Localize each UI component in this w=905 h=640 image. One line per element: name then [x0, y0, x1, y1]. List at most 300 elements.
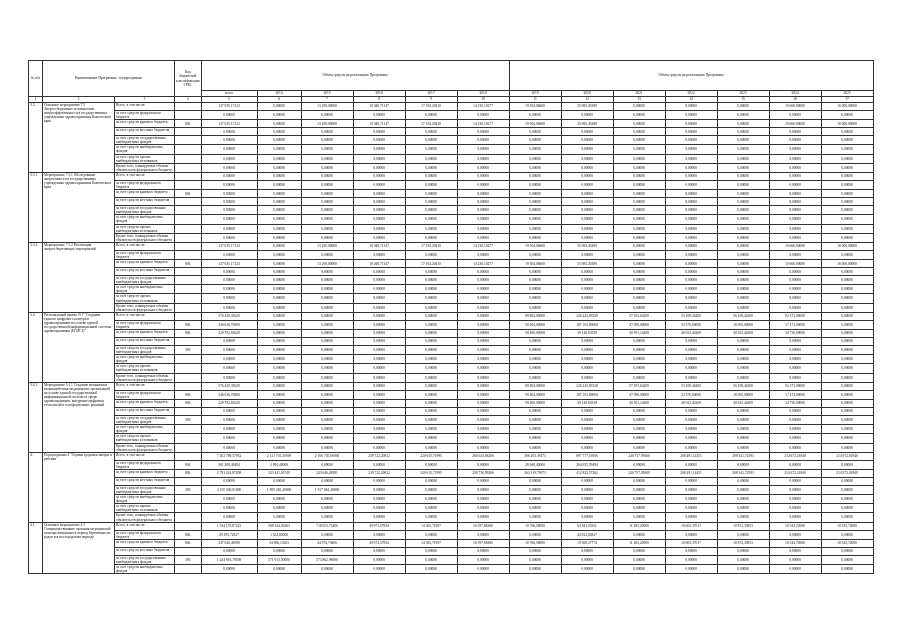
- amount-cell: 0,00000: [257, 443, 301, 452]
- amount-cell: 0,00000: [717, 443, 769, 452]
- amount-cell: 220 615,71995: [405, 452, 457, 460]
- amount-cell: 187 103,00000: [561, 390, 613, 399]
- amount-cell: 0,00000: [665, 460, 717, 469]
- amount-cell: 0,00000: [665, 250, 717, 259]
- amount-cell: 0,00000: [301, 190, 353, 198]
- amount-cell: 0,00000: [821, 407, 873, 415]
- amount-cell: 0,00000: [561, 364, 613, 373]
- grbs-code: [175, 285, 202, 294]
- amount-cell: 0,00000: [561, 555, 613, 564]
- amount-cell: 0,00000: [509, 547, 561, 555]
- amount-cell: 0,00000: [201, 495, 257, 504]
- amount-cell: 0,00000: [353, 425, 405, 434]
- amount-cell: 0,00000: [257, 215, 301, 224]
- amount-cell: 0,00000: [509, 276, 561, 285]
- amount-cell: 0,00000: [457, 303, 509, 312]
- amount-cell: 10 040,71147: [353, 120, 405, 128]
- amount-cell: 0,00000: [509, 485, 561, 494]
- amount-cell: 0,00000: [717, 128, 769, 136]
- table-row: [29, 320, 874, 329]
- amount-cell: 0,00000: [613, 260, 665, 268]
- amount-cell: 0,00000: [665, 198, 717, 206]
- amount-cell: 0,00000: [257, 242, 301, 250]
- amount-cell: 0,00000: [769, 495, 821, 504]
- amount-cell: 0,00000: [769, 276, 821, 285]
- amount-cell: 40 023,44200: [717, 399, 769, 407]
- amount-cell: 58 400,00000: [509, 330, 561, 338]
- amount-cell: 243 646,28381: [301, 469, 353, 477]
- amount-cell: 1 524,80000: [257, 530, 301, 539]
- amount-cell: 0,00000: [457, 355, 509, 364]
- column-number: 9: [405, 97, 457, 103]
- amount-cell: 0,00000: [717, 233, 769, 242]
- amount-cell: 0,00000: [201, 407, 257, 415]
- amount-cell: 0,00000: [405, 547, 457, 555]
- amount-cell: 0,00000: [613, 145, 665, 154]
- amount-cell: 0,00000: [457, 504, 509, 513]
- amount-cell: 0,00000: [509, 425, 561, 434]
- amount-cell: 0,00000: [201, 565, 257, 574]
- amount-cell: 229 792,65629: [201, 330, 257, 338]
- amount-cell: 0,00000: [301, 355, 353, 364]
- amount-cell: 0,00000: [457, 330, 509, 338]
- amount-cell: 0,00000: [509, 513, 561, 522]
- amount-cell: 0,00000: [301, 145, 353, 154]
- amount-cell: 0,00000: [509, 434, 561, 443]
- grbs-code: 804: [175, 320, 202, 329]
- amount-cell: 0,00000: [353, 485, 405, 494]
- amount-cell: 0,00000: [457, 128, 509, 136]
- amount-cell: 0,00000: [613, 215, 665, 224]
- amount-cell: 10 040,71147: [353, 242, 405, 250]
- grbs-code: 804: [175, 330, 202, 338]
- amount-cell: 0,00000: [613, 513, 665, 522]
- grbs-code: 395: [175, 346, 202, 355]
- amount-cell: 0,00000: [561, 513, 613, 522]
- amount-cell: 0,00000: [717, 120, 769, 128]
- amount-cell: 0,00000: [353, 399, 405, 407]
- amount-cell: 0,00000: [457, 382, 509, 390]
- amount-cell: 0,00000: [353, 111, 405, 120]
- section-name: Мероприятие 3.4.1 Создание механизмов взаимодействия медицинских организаций на основе единой государственной информационной системы в сфере здравоохранения, внедрение цифровых технологий и платформенных решений: [43, 382, 115, 452]
- amount-cell: 0,00000: [821, 382, 873, 390]
- amount-cell: 0,00000: [201, 206, 257, 215]
- amount-cell: 10 543,72000: [821, 522, 873, 530]
- amount-cell: 0,00000: [353, 136, 405, 145]
- amount-cell: 0,00000: [717, 215, 769, 224]
- amount-cell: 0,00000: [665, 346, 717, 355]
- grbs-code: [175, 154, 202, 163]
- grbs-code: 804: [175, 399, 202, 407]
- amount-cell: 0,00000: [717, 145, 769, 154]
- amount-cell: 0,00000: [457, 477, 509, 485]
- amount-cell: 0,00000: [509, 407, 561, 415]
- amount-cell: 11 283,20000: [613, 522, 665, 530]
- amount-cell: 0,00000: [457, 198, 509, 206]
- amount-cell: 0,00000: [717, 346, 769, 355]
- grbs-code: [175, 443, 202, 452]
- grbs-code: [175, 198, 202, 206]
- amount-cell: 0,00000: [769, 565, 821, 574]
- amount-cell: 0,00000: [457, 425, 509, 434]
- amount-cell: 0,00000: [717, 303, 769, 312]
- amount-cell: 0,00000: [561, 434, 613, 443]
- table-row: [29, 163, 874, 172]
- amount-cell: 306 203,39473: [509, 452, 561, 460]
- funding-source: за счет средств государственных внебюджетных фондов: [115, 206, 175, 215]
- amount-cell: 0,00000: [257, 103, 301, 111]
- amount-cell: 239 722,20812: [353, 452, 405, 460]
- section-number: 4.1.: [29, 522, 43, 574]
- table-row: [29, 522, 874, 530]
- amount-cell: 0,00000: [509, 224, 561, 233]
- column-number: 3: [115, 97, 175, 103]
- amount-cell: 0,00000: [821, 276, 873, 285]
- amount-cell: 0,00000: [509, 163, 561, 172]
- amount-cell: 0,00000: [613, 338, 665, 346]
- amount-cell: 0,00000: [821, 206, 873, 215]
- amount-cell: 0,00000: [561, 294, 613, 303]
- amount-cell: 0,00000: [257, 346, 301, 355]
- amount-cell: 0,00000: [769, 145, 821, 154]
- amount-cell: 0,00000: [257, 250, 301, 259]
- amount-cell: 10 660,00000: [769, 242, 821, 250]
- grbs-code: [175, 513, 202, 522]
- amount-cell: 0,00000: [769, 346, 821, 355]
- table-row: [29, 260, 874, 268]
- amount-cell: 0,00000: [613, 190, 665, 198]
- amount-cell: 0,00000: [821, 285, 873, 294]
- amount-cell: 0,00000: [301, 206, 353, 215]
- amount-cell: 0,00000: [457, 338, 509, 346]
- table-row: [29, 425, 874, 434]
- amount-cell: 0,00000: [405, 338, 457, 346]
- amount-cell: 0,00000: [301, 443, 353, 452]
- grbs-code: [175, 215, 202, 224]
- table-row: [29, 477, 874, 485]
- amount-cell: 0,00000: [613, 485, 665, 494]
- funding-source: за счет средств местных бюджетов: [115, 198, 175, 206]
- column-number: 2: [43, 97, 115, 103]
- amount-cell: 0,00000: [257, 145, 301, 154]
- amount-cell: 0,00000: [665, 434, 717, 443]
- amount-cell: 0,00000: [457, 373, 509, 382]
- amount-cell: 0,00000: [405, 285, 457, 294]
- funding-source: за счет средств федерального бюджета: [115, 530, 175, 539]
- amount-cell: 0,00000: [301, 320, 353, 329]
- amount-cell: 0,00000: [301, 547, 353, 555]
- amount-cell: 1 917 061,48000: [301, 485, 353, 494]
- amount-cell: 0,00000: [457, 495, 509, 504]
- amount-cell: 0,00000: [301, 407, 353, 415]
- funding-source: за счет средств государственных внебюджетных фондов: [115, 415, 175, 424]
- amount-cell: 16 000,00000: [821, 242, 873, 250]
- grbs-code: [175, 103, 202, 111]
- amount-cell: 0,00000: [457, 154, 509, 163]
- year-header: 2017: [405, 91, 457, 97]
- amount-cell: 0,00000: [561, 206, 613, 215]
- amount-cell: 0,00000: [301, 390, 353, 399]
- grbs-code: [175, 373, 202, 382]
- amount-cell: 0,00000: [613, 224, 665, 233]
- amount-cell: 0,00000: [353, 338, 405, 346]
- amount-cell: 259 736,99286: [457, 469, 509, 477]
- table-row: [29, 312, 874, 320]
- amount-cell: 0,00000: [405, 163, 457, 172]
- amount-cell: 0,00000: [353, 495, 405, 504]
- funding-source: за счет средств краевого бюджета: [115, 190, 175, 198]
- amount-cell: 0,00000: [613, 425, 665, 434]
- amount-cell: 0,00000: [509, 285, 561, 294]
- amount-cell: 0,00000: [257, 399, 301, 407]
- amount-cell: 0,00000: [405, 294, 457, 303]
- grbs-code: 804: [175, 120, 202, 128]
- amount-cell: 0,00000: [353, 206, 405, 215]
- amount-cell: 58 404,00000: [509, 390, 561, 399]
- amount-cell: 0,00000: [509, 294, 561, 303]
- funding-source: Всего, в том числе:: [115, 522, 175, 530]
- amount-cell: 0,00000: [457, 312, 509, 320]
- funding-source: за счет средств прочих внебюджетных источников: [115, 224, 175, 233]
- table-row: [29, 364, 874, 373]
- amount-cell: 0,00000: [353, 268, 405, 276]
- amount-cell: 0,00000: [353, 407, 405, 415]
- amount-cell: 0,00000: [717, 103, 769, 111]
- amount-cell: 0,00000: [201, 285, 257, 294]
- amount-cell: 10 543,72000: [769, 539, 821, 547]
- amount-cell: 0,00000: [301, 111, 353, 120]
- amount-cell: 0,00000: [457, 530, 509, 539]
- amount-cell: 23 570,00000: [665, 390, 717, 399]
- amount-cell: 35 983,45389: [561, 242, 613, 250]
- amount-cell: 34 806,13303: [257, 539, 301, 547]
- amount-cell: 0,00000: [457, 346, 509, 355]
- amount-cell: 0,00000: [201, 136, 257, 145]
- amount-cell: 0,00000: [821, 443, 873, 452]
- amount-cell: 0,00000: [353, 233, 405, 242]
- amount-cell: 90 804,00000: [509, 382, 561, 390]
- amount-cell: 0,00000: [665, 190, 717, 198]
- amount-cell: 35 983,45389: [561, 120, 613, 128]
- amount-cell: 92 573,00000: [769, 382, 821, 390]
- amount-cell: 0,00000: [561, 495, 613, 504]
- table-row: [29, 373, 874, 382]
- amount-cell: 0,00000: [457, 190, 509, 198]
- table-row: [29, 242, 874, 250]
- amount-cell: 412 823,57262: [561, 469, 613, 477]
- amount-cell: 10 872,35853: [717, 522, 769, 530]
- amount-cell: 0,00000: [509, 128, 561, 136]
- amount-cell: 0,00000: [257, 180, 301, 189]
- amount-cell: 0,00000: [613, 285, 665, 294]
- funding-source: за счет средств внебюджетных фондов: [115, 285, 175, 294]
- funding-source: за счет средств местных бюджетов: [115, 128, 175, 136]
- table-row: [29, 407, 874, 415]
- budget-table: [28, 60, 874, 574]
- amount-cell: 0,00000: [561, 373, 613, 382]
- amount-cell: 0,00000: [405, 425, 457, 434]
- amount-cell: 10 766,58000: [509, 522, 561, 530]
- amount-cell: 0,00000: [613, 128, 665, 136]
- amount-cell: 239 722,20812: [353, 469, 405, 477]
- table-row: [29, 390, 874, 399]
- amount-cell: 0,00000: [717, 250, 769, 259]
- amount-cell: 0,00000: [257, 425, 301, 434]
- table-row: [29, 452, 874, 460]
- amount-cell: 0,00000: [257, 434, 301, 443]
- amount-cell: 220 615,71995: [405, 469, 457, 477]
- amount-cell: 0,00000: [613, 407, 665, 415]
- amount-cell: 247 646,45090: [201, 539, 257, 547]
- amount-cell: 2 160 705,66930: [301, 452, 353, 460]
- grbs-code: [175, 504, 202, 513]
- amount-cell: 0,00000: [257, 198, 301, 206]
- amount-cell: 0,00000: [665, 485, 717, 494]
- amount-cell: 0,00000: [821, 128, 873, 136]
- amount-cell: 0,00000: [613, 268, 665, 276]
- amount-cell: 0,00000: [717, 495, 769, 504]
- funding-source: за счет средств федерального бюджета: [115, 180, 175, 189]
- amount-cell: 44 032,82827: [561, 530, 613, 539]
- amount-cell: 0,00000: [201, 294, 257, 303]
- amount-cell: 263 319,79073: [509, 469, 561, 477]
- amount-cell: 0,00000: [561, 198, 613, 206]
- amount-cell: 0,00000: [561, 565, 613, 574]
- table-row: [29, 198, 874, 206]
- amount-cell: 0,00000: [665, 224, 717, 233]
- amount-cell: 0,00000: [509, 443, 561, 452]
- amount-cell: 13 290,00000: [301, 260, 353, 268]
- amount-cell: 0,00000: [257, 190, 301, 198]
- amount-cell: 0,00000: [405, 346, 457, 355]
- grbs-code: 804: [175, 390, 202, 399]
- amount-cell: 0,00000: [301, 415, 353, 424]
- amount-cell: 137 035,17123: [201, 260, 257, 268]
- amount-cell: 0,00000: [201, 425, 257, 434]
- amount-cell: 0,00000: [353, 198, 405, 206]
- year-header: 2020: [561, 91, 613, 97]
- amount-cell: 0,00000: [509, 373, 561, 382]
- amount-cell: 0,00000: [201, 346, 257, 355]
- amount-cell: 0,00000: [353, 390, 405, 399]
- amount-cell: 0,00000: [665, 355, 717, 364]
- amount-cell: 0,00000: [457, 547, 509, 555]
- amount-cell: 0,00000: [665, 128, 717, 136]
- section-name: Подпрограмма 4 "Охрана здоровья матери и ребенка": [43, 452, 115, 522]
- amount-cell: 0,00000: [405, 373, 457, 382]
- amount-cell: 0,00000: [405, 495, 457, 504]
- amount-cell: 0,00000: [561, 145, 613, 154]
- amount-cell: 0,00000: [717, 154, 769, 163]
- amount-cell: 0,00000: [405, 145, 457, 154]
- table-row: [29, 268, 874, 276]
- table-row: [29, 206, 874, 215]
- amount-cell: 0,00000: [665, 294, 717, 303]
- amount-cell: 0,00000: [665, 180, 717, 189]
- amount-cell: 0,00000: [301, 565, 353, 574]
- amount-cell: 0,00000: [561, 303, 613, 312]
- amount-cell: 0,00000: [353, 547, 405, 555]
- amount-cell: 0,00000: [257, 373, 301, 382]
- amount-cell: 346 636,70000: [201, 390, 257, 399]
- amount-cell: 0,00000: [257, 303, 301, 312]
- amount-cell: 0,00000: [665, 338, 717, 346]
- grbs-code: [175, 136, 202, 145]
- column-number: 15: [717, 97, 769, 103]
- amount-cell: 17 472,00000: [769, 320, 821, 329]
- amount-cell: 0,00000: [301, 172, 353, 180]
- amount-cell: 0,00000: [257, 495, 301, 504]
- amount-cell: 0,00000: [257, 338, 301, 346]
- amount-cell: 0,00000: [353, 190, 405, 198]
- amount-cell: 0,00000: [769, 215, 821, 224]
- amount-cell: 0,00000: [257, 285, 301, 294]
- amount-cell: 10 543,72000: [769, 522, 821, 530]
- amount-cell: 0,00000: [405, 136, 457, 145]
- amount-cell: 0,00000: [353, 373, 405, 382]
- amount-cell: 0,00000: [613, 136, 665, 145]
- amount-cell: 0,00000: [613, 154, 665, 163]
- amount-cell: 137 035,17123: [201, 120, 257, 128]
- amount-cell: 0,00000: [821, 565, 873, 574]
- amount-cell: 0,00000: [201, 128, 257, 136]
- grbs-code: [175, 233, 202, 242]
- amount-cell: 0,00000: [353, 330, 405, 338]
- amount-cell: 0,00000: [353, 250, 405, 259]
- amount-cell: 0,00000: [457, 399, 509, 407]
- amount-cell: 17 192,20410: [405, 242, 457, 250]
- column-number: 14: [665, 97, 717, 103]
- amount-cell: 0,00000: [457, 136, 509, 145]
- amount-cell: 0,00000: [821, 198, 873, 206]
- amount-cell: 0,00000: [665, 425, 717, 434]
- amount-cell: 0,00000: [717, 477, 769, 485]
- amount-cell: 0,00000: [201, 154, 257, 163]
- amount-cell: 0,00000: [405, 250, 457, 259]
- amount-cell: 0,00000: [613, 530, 665, 539]
- amount-cell: 0,00000: [457, 320, 509, 329]
- amount-cell: 0,00000: [769, 128, 821, 136]
- table-row: [29, 415, 874, 424]
- amount-cell: 346 636,70000: [201, 320, 257, 329]
- amount-cell: 19 504,06600: [509, 103, 561, 111]
- amount-cell: 0,00000: [457, 276, 509, 285]
- amount-cell: 0,00000: [821, 364, 873, 373]
- funding-source: Всего, в том числе:: [115, 242, 175, 250]
- funding-source: за счет средств местных бюджетов: [115, 547, 175, 555]
- grbs-code: [175, 180, 202, 189]
- amount-cell: 0,00000: [665, 504, 717, 513]
- section-name: Региональный проект N 7 "Создание единого цифрового контура в здравоохранении на основе единой государственной информационной системы здравоохранения (ЕГИСЗ)": [43, 312, 115, 382]
- amount-cell: 16 597,86380: [457, 522, 509, 530]
- budget-table-sheet: [28, 60, 874, 574]
- amount-cell: 0,00000: [405, 190, 457, 198]
- amount-cell: 39 140,83528: [561, 399, 613, 407]
- column-number: 12: [561, 97, 613, 103]
- amount-cell: 0,00000: [457, 285, 509, 294]
- grbs-code: [175, 145, 202, 154]
- funding-source: Кроме того, планируемые объемы обязательств федерального бюджета: [115, 303, 175, 312]
- amount-cell: 208 491,14451: [665, 452, 717, 460]
- amount-cell: 0,00000: [457, 443, 509, 452]
- table-row: [29, 154, 874, 163]
- amount-cell: 0,00000: [301, 163, 353, 172]
- amount-cell: 0,00000: [717, 190, 769, 198]
- amount-cell: 0,00000: [665, 120, 717, 128]
- year-header: всего: [201, 91, 257, 97]
- funding-source: за счет средств краевого бюджета: [115, 469, 175, 477]
- amount-cell: 0,00000: [457, 565, 509, 574]
